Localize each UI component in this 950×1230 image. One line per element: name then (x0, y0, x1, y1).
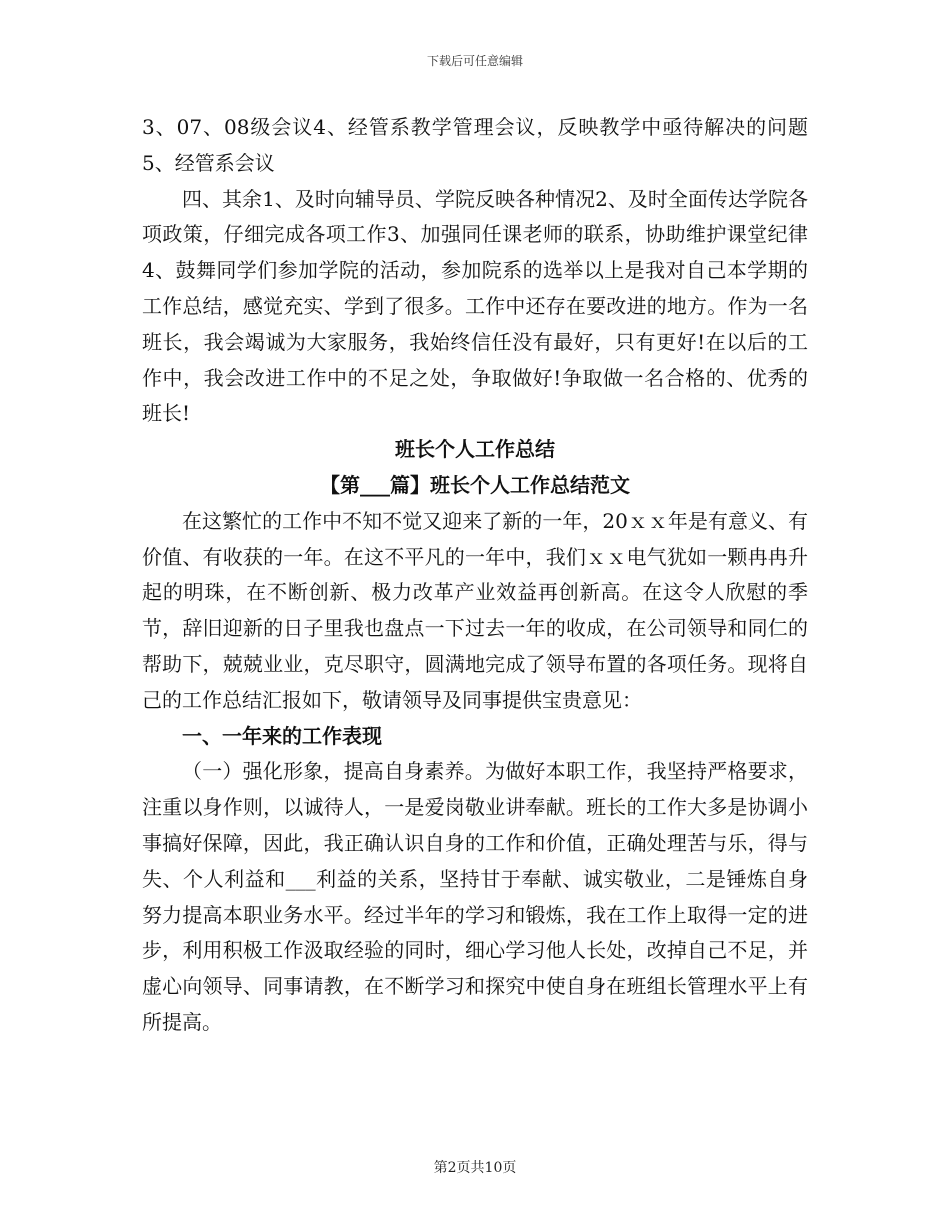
page-footer: 第2页共10页 (433, 1160, 517, 1176)
paragraph-2: 四、其余1、及时向辅导员、学院反映各种情况2、及时全面传达学院各项政策，仔细完成各项工作3、加强同任课老师的联系，协助维护课堂纪律4、鼓舞同学们参加学院的活动，参加院系的选举以上是我对自己本学期的工作总结，感觉充实、学到了很多。工作中还存在要改进的地方。作为一名班长，我会竭诚为大家服务，我始终信任没有最好，只有更好!在以后的工作中，我会改进工作中的不足之处，争取做好!争取做一名合格的、优秀的班长! (142, 186, 808, 426)
document-body (142, 110, 808, 1041)
document-title: 班长个人工作总结 (395, 437, 555, 462)
paragraph-3: 在这繁忙的工作中不知不觉又迎来了新的一年，20ｘｘ年是有意义、有价值、有收获的一年。在这不平凡的一年中，我们ｘｘ电气犹如一颗冉冉升起的明珠，在不断创新、极力改革产业效益再创新高。在这令人欣慰的季节，辞旧迎新的日子里我也盘点一下过去一年的收成，在公司领导和同仁的帮助下，兢兢业业，克尽职守，圆满地完成了领导布置的各项任务。现将自己的工作总结汇报如下，敬请领导及同事提供宝贵意见： (142, 508, 808, 712)
document-subtitle: 【第___篇】班长个人工作总结范文 (320, 472, 630, 497)
paragraph-1: 3、07、08级会议4、经管系教学管理会议，反映教学中亟待解决的问题5、经管系会议 (142, 115, 808, 175)
page-header: 下载后可任意编辑 (426, 54, 523, 68)
paragraph-4: （一）强化形象，提高自身素养。为做好本职工作，我坚持严格要求，注重以身作则，以诚待人，一是爱岗敬业讲奉献。班长的工作大多是协调小事搞好保障，因此，我正确认识自身的工作和价值，正确处理苦与乐，得与失、个人利益和___利益的关系，坚持甘于奉献、诚实敬业，二是锤炼自身努力提高本职业务水平。经过半年的学习和锻炼，我在工作上取得一定的进步，利用积极工作汲取经验的同时，细心学习他人长处，改掉自己不足，并虚心向领导、同事请教，在不断学习和探究中使自身在班组长管理水平上有所提高。 (142, 759, 808, 1034)
section-heading-1: 一、一年来的工作表现 (182, 723, 382, 748)
